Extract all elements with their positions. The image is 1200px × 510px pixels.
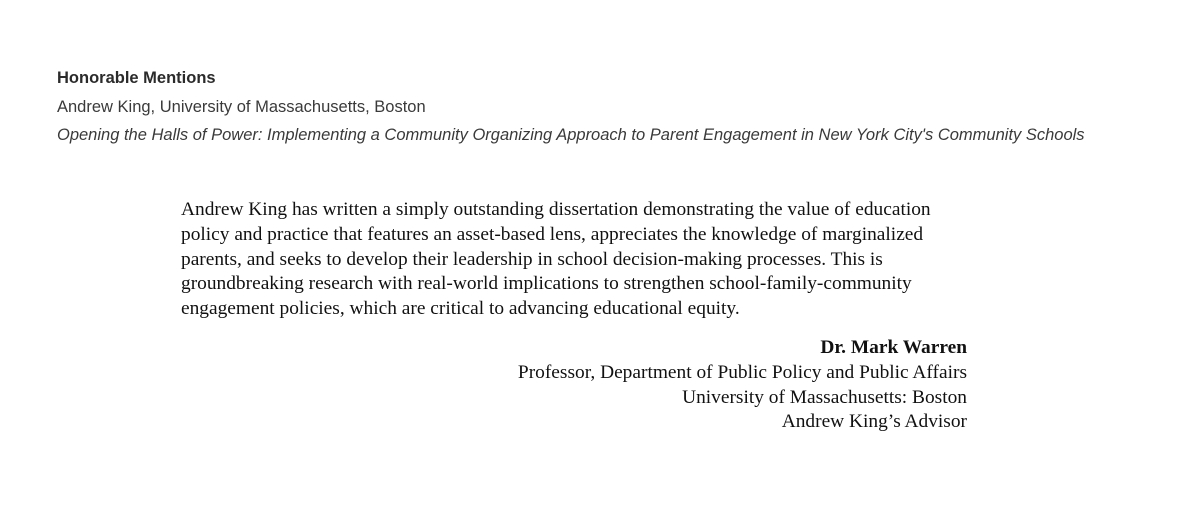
- quote-line: groundbreaking research with real-world implications to strengthen school-family-community: [181, 273, 912, 295]
- signatory-institution: University of Massachusetts: Boston: [682, 386, 967, 408]
- signatory-name: Dr. Mark Warren: [820, 337, 967, 358]
- quote-line: Andrew King has written a simply outstanding dissertation demonstrating the value of education: [181, 199, 931, 220]
- quote-line: parents, and seeks to develop their leadership in school decision-making processes. This is: [181, 248, 883, 270]
- author-affiliation: Andrew King, University of Massachusetts, Boston: [57, 97, 426, 116]
- dissertation-title: Opening the Halls of Power: Implementing a Community Organizing Approach to Parent Engagement in New York City's Community Schools: [57, 126, 1085, 144]
- signatory-position: Professor, Department of Public Policy and Public Affairs: [517, 361, 967, 383]
- signature-block: [367, 336, 967, 435]
- quote-line: policy and practice that features an asset-based lens, appreciates the knowledge of marginalized: [181, 223, 924, 245]
- section-heading: Honorable Mentions: [57, 69, 216, 87]
- mention-header: [57, 64, 1187, 150]
- signatory-role: Andrew King’s Advisor: [781, 411, 967, 433]
- testimonial-quote: [181, 198, 981, 322]
- quote-line: engagement policies, which are critical to advancing educational equity.: [181, 298, 740, 320]
